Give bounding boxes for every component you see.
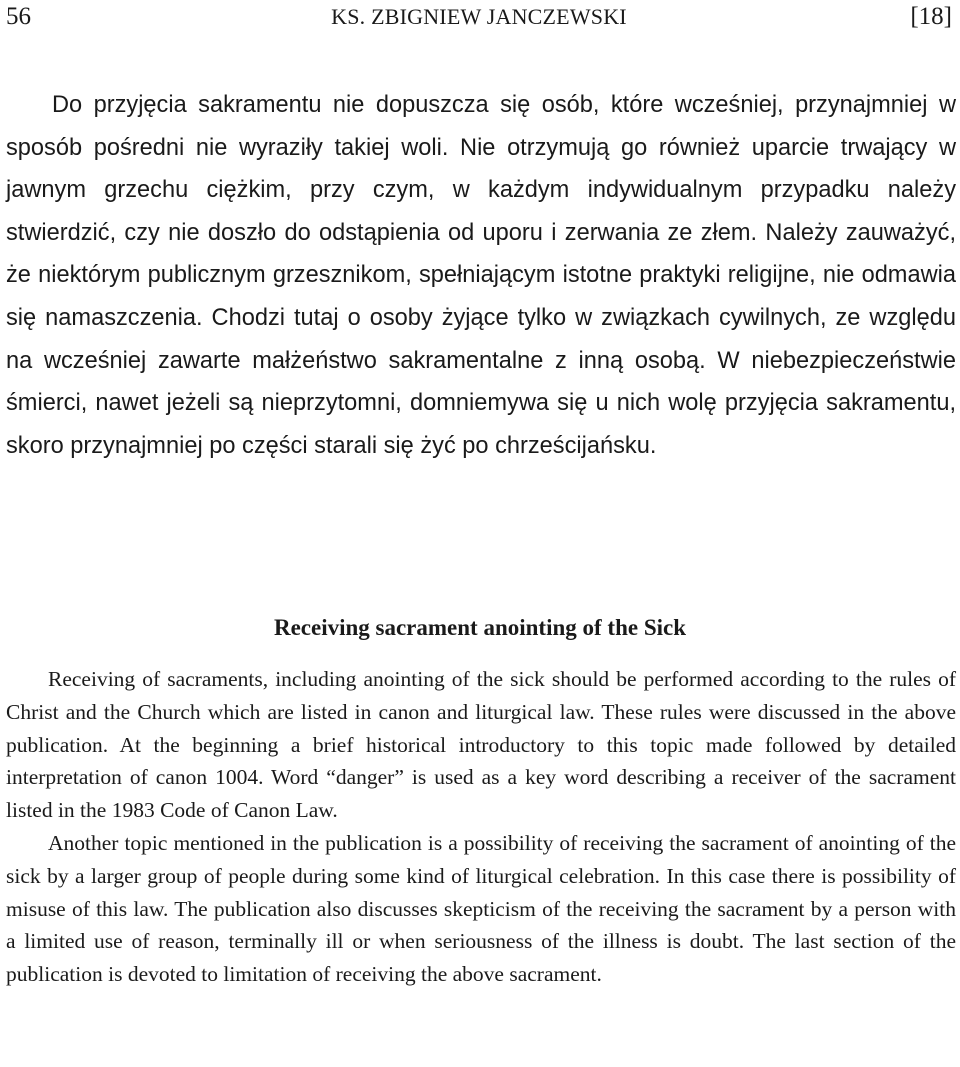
abstract-paragraph-1: Receiving of sacraments, including anointing of the sick should be performed according to the rules of Christ and the Church which are listed in canon and liturgical law. These rules were discussed in the above publication. At the beginning a brief historical introductory to this topic made followed by detailed interpretation of canon 1004. Word “danger” is used as a key word describing a receiver of the sacrament listed in the 1983 Code of Canon Law. — [6, 667, 956, 823]
running-header — [6, 0, 952, 34]
section-heading: Receiving sacrament anointing of the Sick — [273, 615, 687, 640]
body-paragraph-polish: Do przyjęcia sakramentu nie dopuszcza się osób, które wcześniej, przynajmniej w sposób pośredni nie wyraziły takiej woli. Nie otrzymują go również uparcie trwający w jawnym grzechu ciężkim, przy czym, w każdym indywidualnym przypadku należy stwierdzić, czy nie doszło do odstąpienia od uporu i zerwania ze złem. Należy zauważyć, że niektórym publicznym grzesznikom, spełniającym istotne praktyki religijne, nie odmawia się namaszczenia. Chodzi tutaj o osoby żyjące tylko w związkach cywilnych, ze względu na wcześniej zawarte małżeństwo sakramentalne z inną osobą. W niebezpieczeństwie śmierci, nawet jeżeli są nieprzytomni, domniemywa się u nich wolę przyjęcia sakramentu, skoro przynajmniej po części starali się żyć po chrześcijańsku. — [6, 92, 956, 459]
page-number: 56 — [6, 3, 31, 30]
page-reference: [18] — [910, 3, 952, 30]
abstract-paragraph-2: Another topic mentioned in the publication is a possibility of receiving the sacrament of anointing of the sick by a larger group of people during some kind of liturgical celebration. In this case there is possibility of misuse of this law. The publication also discusses skepticism of the receiving the sacrament by a person with a limited use of reason, terminally ill or when seriousness of the illness is doubt. The last section of the publication is devoted to limitation of receiving the above sacrament. — [6, 830, 956, 987]
abstract — [6, 663, 956, 991]
running-header-author: KS. ZBIGNIEW JANCZEWSKI — [331, 4, 627, 29]
